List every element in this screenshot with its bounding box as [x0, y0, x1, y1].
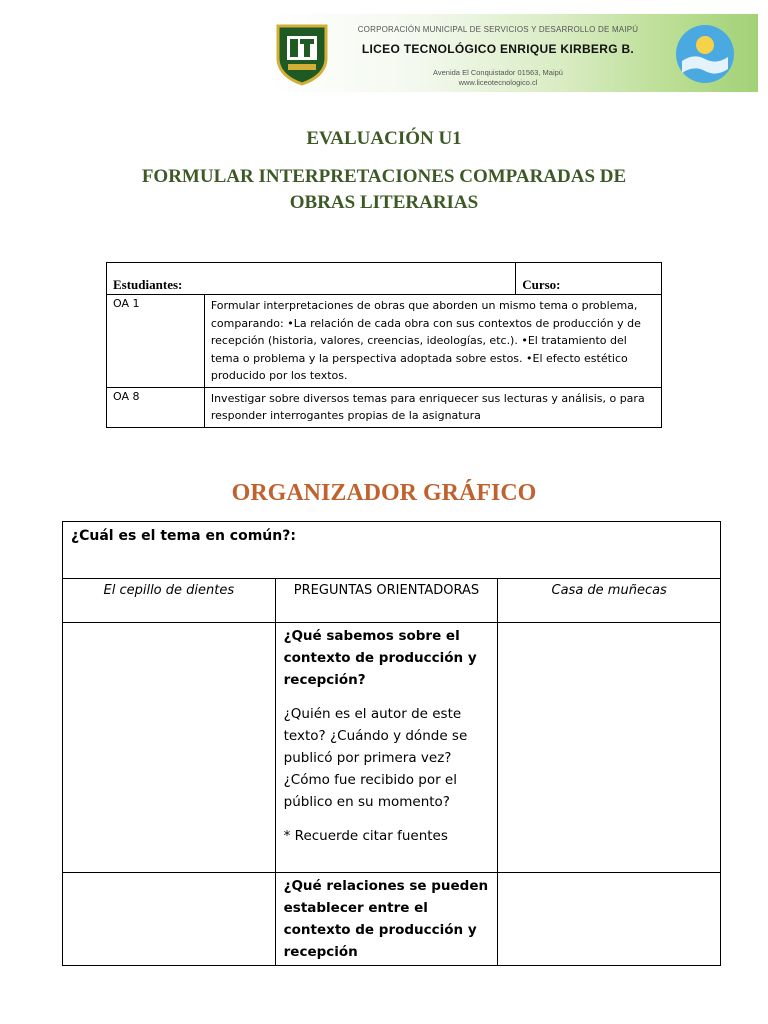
students-row [107, 263, 662, 295]
banner-text [328, 14, 668, 92]
organizer-table [62, 521, 721, 966]
organizer-header-row [63, 579, 721, 623]
subject-title-line1: FORMULAR INTERPRETACIONES COMPARADAS DE [141, 166, 627, 187]
guiding-question-note: * Recuerde citar fuentes [283, 828, 448, 844]
subject-title-line2: OBRAS LITERARIAS [289, 192, 479, 213]
students-label: Estudiantes: [107, 263, 516, 295]
table-row [107, 387, 662, 427]
answer-cell-work-1[interactable] [63, 623, 276, 873]
oa-description: Investigar sobre diversos temas para enriquecer sus lecturas y análisis, o para responder interrogantes propias de la asignatura [204, 387, 661, 427]
common-theme-row [63, 522, 721, 579]
oa-code: OA 8 [107, 387, 205, 427]
oa-description: Formular interpretaciones de obras que aborden un mismo tema o problema, comparando: •La relación de cada obra con sus contextos de producción y de recepción (historia, valores, creencias, ideologías, etc.). •El tratamiento del tema o problema y la perspectiva adoptada sobre estos. •El efecto estético producido por los textos. [204, 295, 661, 388]
guiding-question-cell [275, 623, 498, 873]
guiding-question-cell [275, 873, 498, 966]
answer-cell-work-2[interactable] [498, 623, 721, 873]
organizer-title: ORGANIZADOR GRÁFICO [231, 480, 537, 506]
guiding-question: ¿Qué relaciones se pueden establecer entre el contexto de producción y recepción [283, 878, 489, 960]
answer-cell-work-1[interactable] [63, 873, 276, 966]
school-name: LICEO TECNOLÓGICO ENRIQUE KIRBERG B. [361, 42, 635, 56]
school-address: Avenida El Conquistador 01563, Maipú [433, 68, 563, 77]
maipu-logo [674, 23, 736, 85]
evaluation-title: EVALUACIÓN U1 [306, 128, 462, 149]
common-theme-question[interactable]: ¿Cuál es el tema en común?: [63, 522, 721, 579]
school-website: www.liceotecnologico.cl [458, 78, 538, 87]
course-label: Curso: [516, 263, 662, 295]
answer-cell-work-2[interactable] [498, 873, 721, 966]
subject-title [0, 164, 768, 216]
column-header-work-1: El cepillo de dientes [63, 579, 276, 623]
school-shield-logo [274, 22, 330, 86]
oa-code: OA 1 [107, 295, 205, 388]
guiding-question-detail: ¿Quién es el autor de este texto? ¿Cuándo y dónde se publicó por primera vez? ¿Cómo fue recibido por el público en su momento? [283, 706, 468, 810]
header-banner [268, 14, 758, 92]
table-row [63, 623, 721, 873]
table-row [107, 295, 662, 388]
column-header-questions: PREGUNTAS ORIENTADORAS [275, 579, 498, 623]
objectives-table [106, 262, 662, 428]
corporation-name: CORPORACIÓN MUNICIPAL DE SERVICIOS Y DESARROLLO DE MAIPÚ [357, 25, 639, 34]
guiding-question: ¿Qué sabemos sobre el contexto de producción y recepción? [283, 628, 477, 688]
table-row [63, 873, 721, 966]
column-header-work-2: Casa de muñecas [498, 579, 721, 623]
